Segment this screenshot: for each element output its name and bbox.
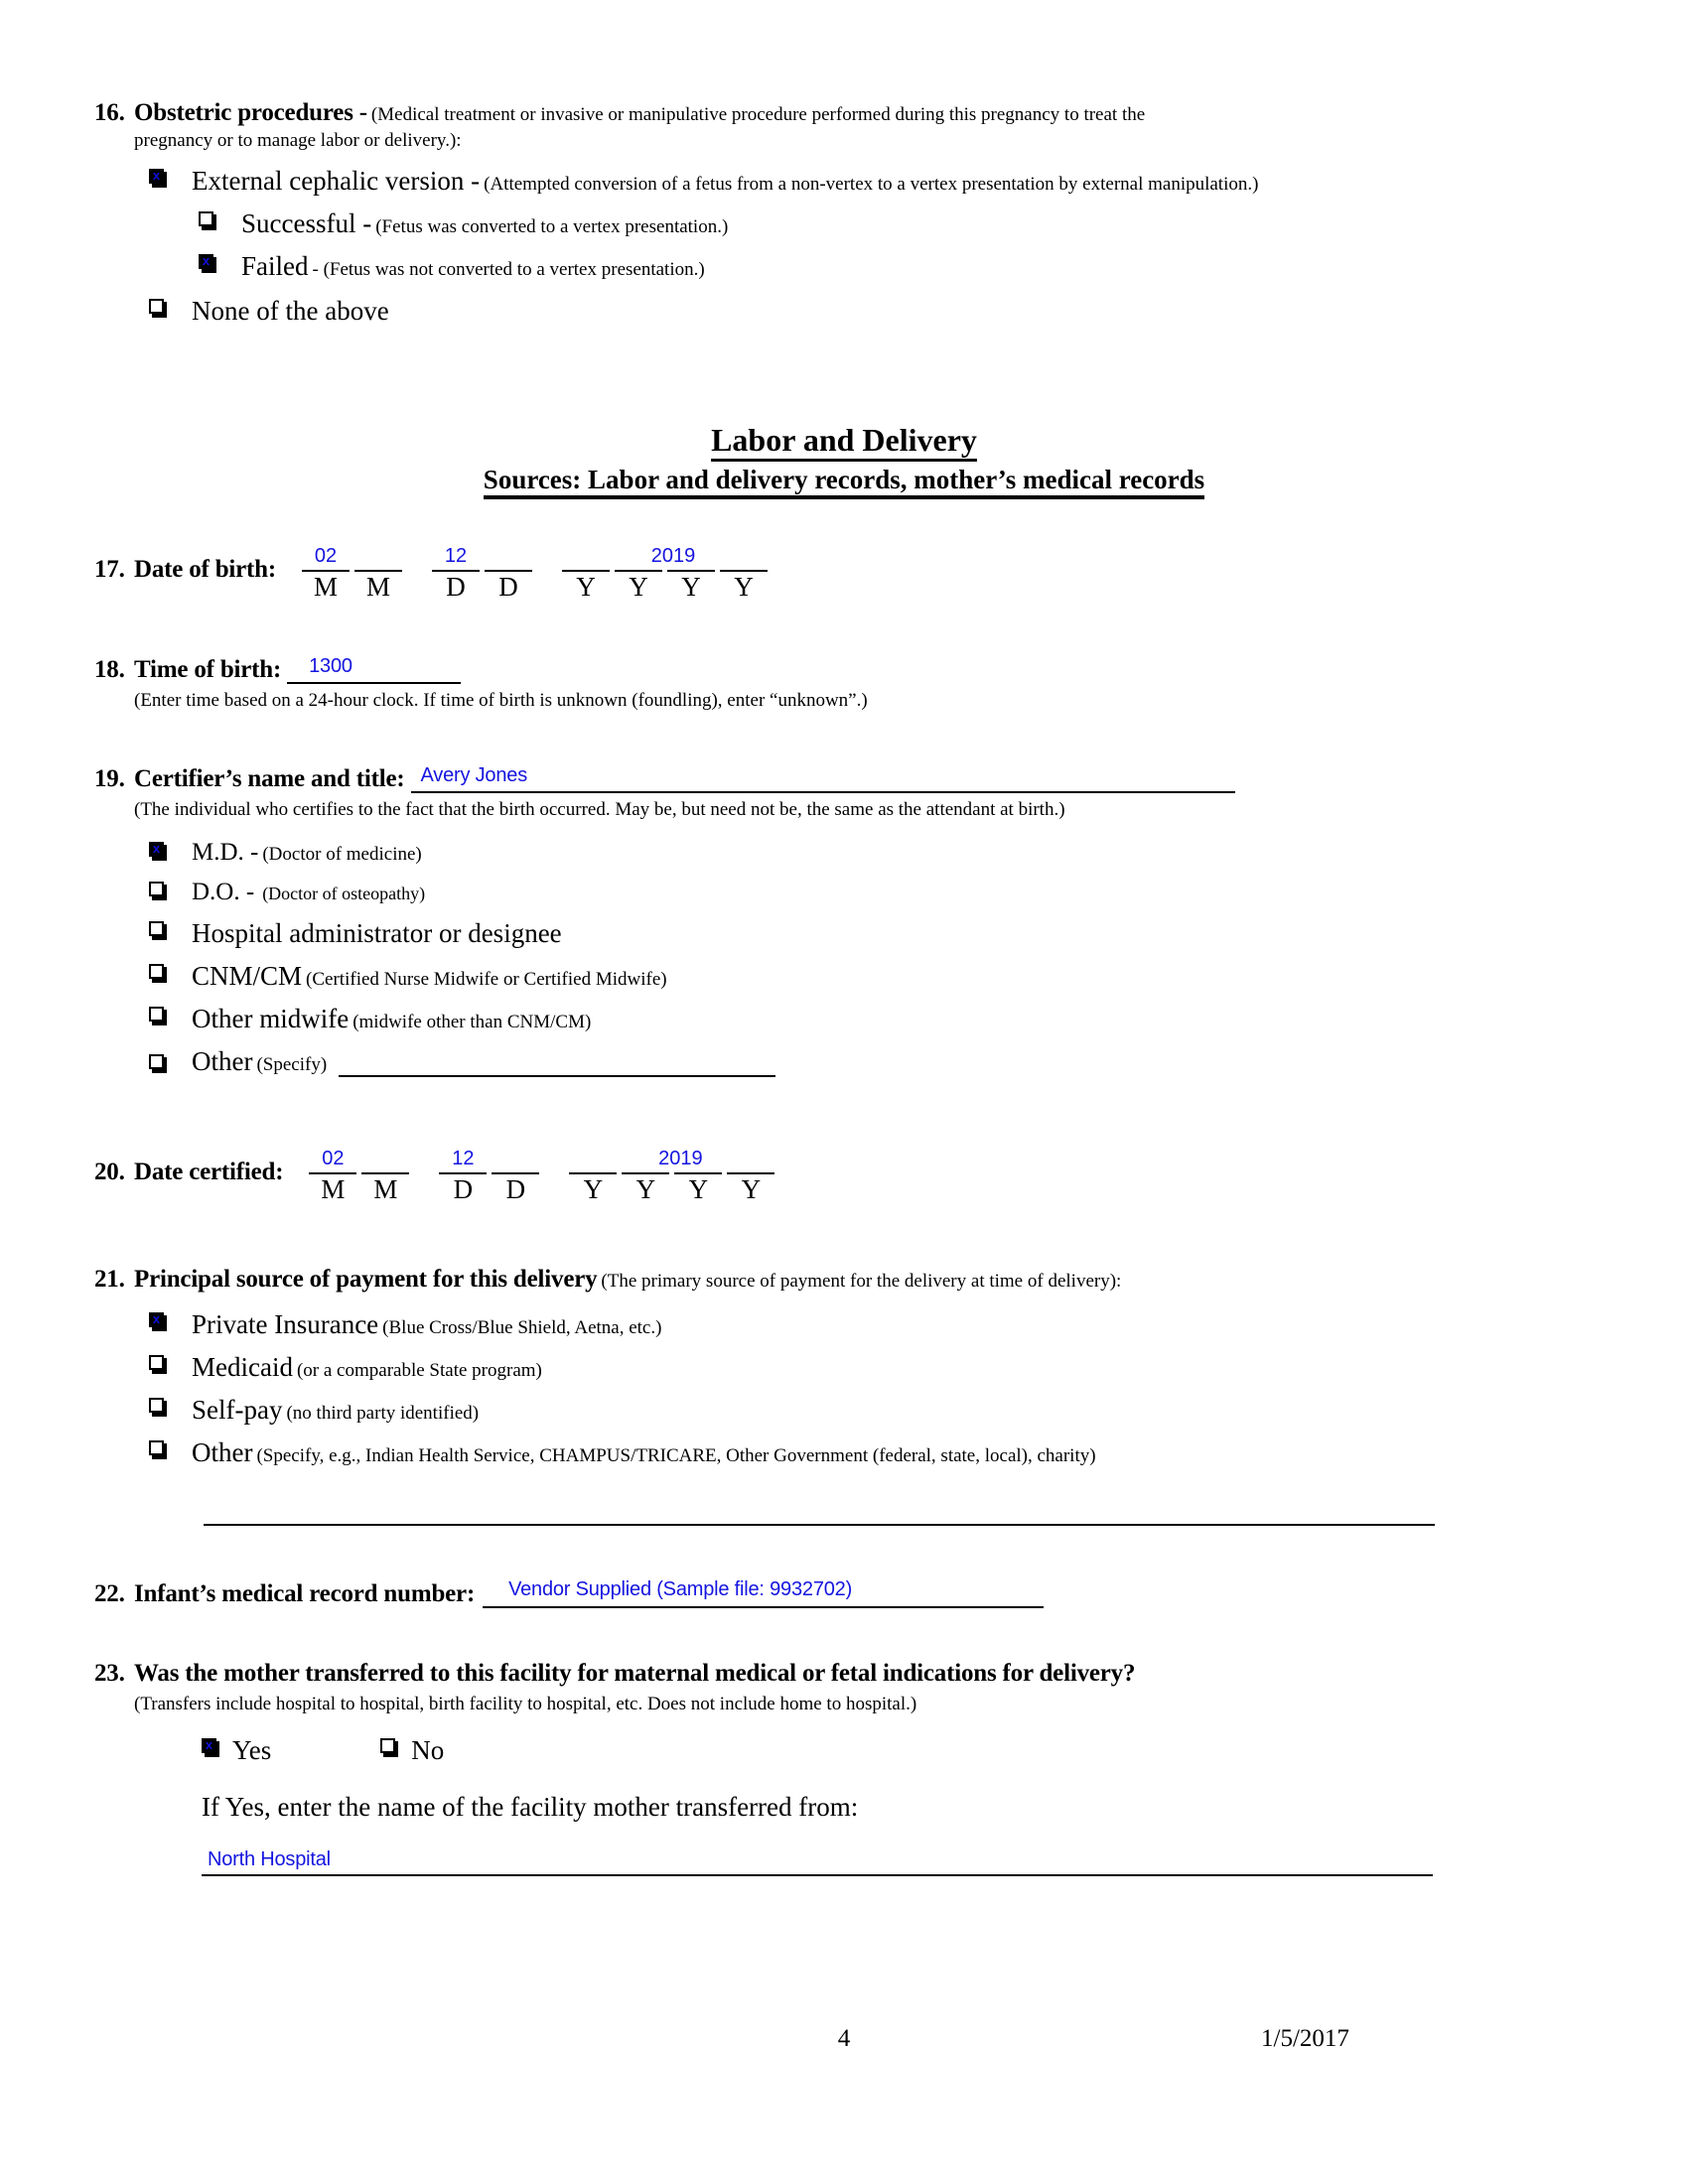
q20-slot-day-2-label: D (505, 1174, 526, 1204)
section-sources-text: Sources: Labor and delivery records, mother’s medical records (484, 465, 1204, 499)
q21-option-medicaid[interactable] (149, 1352, 1564, 1383)
q19-option-5-note: (Specify) (256, 1054, 328, 1075)
q16-option-3-label: None of the above (192, 296, 389, 326)
q19-other-specify-field[interactable] (339, 1051, 775, 1077)
question-19 (94, 764, 1534, 1077)
q19-option-hospital-administrator[interactable] (149, 918, 1534, 949)
q17-slot-month-1-label: M (314, 572, 339, 602)
checkbox-other-payment[interactable] (149, 1440, 166, 1459)
q18-number: 18. (94, 656, 125, 683)
checkbox-successful[interactable] (199, 211, 215, 230)
q18-time-value: 1300 (309, 655, 352, 677)
q20-slot-year-1[interactable] (569, 1147, 617, 1204)
q20-slot-year-2-label: Y (635, 1174, 656, 1204)
checkbox-do[interactable] (149, 882, 166, 900)
q17-slot-year-2[interactable] (615, 544, 696, 602)
q16-option-none-of-the-above[interactable] (149, 296, 1584, 327)
q20-slot-year-3-label: Y (688, 1174, 709, 1204)
q20-slot-year-4[interactable] (727, 1147, 774, 1204)
q17-slot-year-2-value: 2019 (650, 545, 696, 567)
q20-slot-month-1[interactable] (309, 1147, 356, 1204)
section-sources (94, 465, 1594, 495)
q19-option-md[interactable] (149, 839, 1534, 867)
q17-slot-year-3-value (667, 544, 715, 568)
q22-number: 22. (94, 1580, 125, 1607)
q19-option-cnm-cm[interactable] (149, 961, 1534, 992)
q17-slot-month-1[interactable] (302, 544, 350, 602)
q21-option-3-label: Other (192, 1437, 253, 1467)
q23-title: Was the mother transferred to this facility for maternal medical or fetal indications for delivery? (134, 1660, 1136, 1687)
q19-title: Certifier’s name and title: (134, 765, 405, 792)
q19-number: 19. (94, 765, 125, 792)
q21-option-0-note: (Blue Cross/Blue Shield, Aetna, etc.) (382, 1317, 662, 1338)
q21-option-other[interactable] (149, 1437, 1564, 1468)
question-23 (94, 1660, 1564, 1876)
q19-option-1-note: (Doctor of osteopathy) (262, 884, 426, 903)
q20-slot-month-2-value (361, 1147, 409, 1170)
checkbox-cnm-cm[interactable] (149, 964, 166, 983)
q17-number: 17. (94, 556, 125, 583)
q19-option-2-label: Hospital administrator or designee (192, 918, 562, 948)
q20-number: 20. (94, 1159, 125, 1185)
q21-option-1-note: (or a comparable State program) (296, 1360, 542, 1381)
q19-name-field[interactable] (411, 764, 1235, 793)
q16-option-failed[interactable] (199, 251, 1584, 282)
checkbox-transfer-yes[interactable] (202, 1738, 218, 1757)
q21-number: 21. (94, 1266, 125, 1293)
q19-option-0-label: M.D. - (192, 839, 259, 866)
q16-option-0-label: External cephalic version - (192, 166, 481, 196)
q17-slot-month-2-label: M (366, 572, 391, 602)
q17-slot-day-2[interactable] (485, 544, 532, 602)
q20-slot-month-1-label: M (321, 1174, 346, 1204)
q22-record-number-field[interactable] (483, 1578, 1044, 1608)
q17-slot-year-2-label: Y (629, 572, 648, 602)
q20-slot-day-1[interactable] (439, 1147, 487, 1204)
q17-slot-year-4[interactable] (720, 544, 768, 602)
q20-slot-year-4-label: Y (741, 1174, 762, 1204)
q20-slot-day-2[interactable] (492, 1147, 539, 1204)
q17-slot-day-2-value (485, 544, 532, 568)
q21-option-2-note: (no third party identified) (286, 1403, 480, 1424)
checkbox-medicaid[interactable] (149, 1355, 166, 1374)
q18-title: Time of birth: (134, 656, 282, 683)
q21-option-self-pay[interactable] (149, 1395, 1564, 1426)
question-21 (94, 1266, 1564, 1526)
q17-slot-year-1[interactable] (562, 544, 610, 602)
checkbox-other-certifier[interactable] (149, 1054, 166, 1073)
q21-option-1-label: Medicaid (192, 1352, 293, 1382)
q17-slot-month-2[interactable] (354, 544, 402, 602)
q20-slot-year-4-value (727, 1147, 774, 1170)
q20-slot-year-2-value: 2019 (658, 1148, 703, 1169)
q19-option-0-note: (Doctor of medicine) (262, 844, 422, 865)
checkbox-none-of-the-above[interactable] (149, 299, 166, 318)
q23-followup-label: If Yes, enter the name of the facility mother transferred from: (202, 1792, 859, 1822)
section-header (94, 422, 1594, 495)
page-number: 4 (837, 2025, 851, 2052)
q23-number: 23. (94, 1660, 125, 1687)
q23-option-no[interactable] (380, 1735, 444, 1766)
question-18 (94, 655, 1484, 712)
q23-yes-no-group[interactable] (202, 1735, 1564, 1766)
q20-slot-year-3-value (674, 1147, 722, 1170)
q17-slot-year-4-value (720, 544, 768, 568)
checkbox-failed[interactable] (199, 254, 215, 273)
q16-option-2-note: - (Fetus was not converted to a vertex presentation.) (312, 259, 705, 280)
q19-option-1-label: D.O. - (192, 879, 255, 905)
q17-slot-year-3-label: Y (681, 572, 701, 602)
checkbox-other-midwife[interactable] (149, 1007, 166, 1025)
checkbox-mark-icon: x (152, 841, 161, 856)
q21-write-in-value (204, 1502, 1435, 1524)
q23-no-label: No (411, 1735, 445, 1765)
q20-slot-month-1-value: 02 (322, 1148, 345, 1169)
q21-write-in-field[interactable] (204, 1502, 1435, 1526)
q20-slot-month-2[interactable] (361, 1147, 409, 1204)
q21-option-3-note: (Specify, e.g., Indian Health Service, CHAMPUS/TRICARE, Other Government (federal, state, local), charity) (256, 1445, 1096, 1466)
q17-slot-year-4-label: Y (734, 572, 754, 602)
q22-title: Infant’s medical record number: (134, 1580, 476, 1607)
q22-record-number-value: Vendor Supplied (Sample file: 9932702) (508, 1578, 853, 1600)
q17-slot-day-1[interactable] (432, 544, 480, 602)
q20-slot-year-1-label: Y (583, 1174, 604, 1204)
q17-slot-year-3[interactable] (667, 544, 715, 602)
q19-option-5-label: Other (192, 1046, 253, 1076)
checkbox-hospital-administrator[interactable] (149, 921, 166, 940)
q21-option-private-insurance[interactable] (149, 1309, 1564, 1340)
checkbox-private-insurance[interactable] (149, 1312, 166, 1331)
q20-slot-year-3[interactable] (674, 1147, 722, 1204)
q17-slot-day-1-value: 12 (444, 545, 468, 567)
question-16 (94, 99, 1584, 327)
section-title-text: Labor and Delivery (711, 422, 977, 462)
q19-option-do[interactable] (149, 879, 1534, 906)
q19-option-other-midwife[interactable] (149, 1004, 1534, 1034)
q23-facility-field[interactable] (202, 1848, 1433, 1876)
q20-title: Date certified: (134, 1159, 284, 1185)
q20-date-slots[interactable] (309, 1147, 779, 1204)
q19-option-other[interactable] (149, 1046, 1534, 1077)
q20-slot-day-1-label: D (453, 1174, 474, 1204)
footer-date: 1/5/2017 (1261, 2025, 1349, 2052)
q19-option-4-note: (midwife other than CNM/CM) (352, 1012, 592, 1032)
q21-note: (The primary source of payment for the delivery at time of delivery): (601, 1271, 1122, 1292)
q19-option-3-label: CNM/CM (192, 961, 303, 991)
q19-note: (The individual who certifies to the fact that the birth occurred. May be, but need not be, the same as the attendant at birth.) (134, 799, 1065, 820)
q16-option-2-label: Failed (241, 251, 309, 281)
q23-note: (Transfers include hospital to hospital, birth facility to hospital, etc. Does not include home to hospital.) (134, 1694, 917, 1714)
checkbox-md[interactable] (149, 842, 166, 861)
q16-option-0-note: (Attempted conversion of a fetus from a non-vertex to a vertex presentation by external manipulation.) (484, 174, 1259, 195)
q17-date-slots[interactable] (302, 544, 773, 602)
checkbox-mark-icon: x (152, 168, 161, 183)
q17-slot-month-2-value (354, 544, 402, 568)
checkbox-mark-icon: x (202, 253, 211, 268)
q20-slot-year-2[interactable] (622, 1147, 703, 1204)
q21-option-0-label: Private Insurance (192, 1309, 379, 1339)
checkbox-external-cephalic-version[interactable] (149, 169, 166, 188)
q16-title: Obstetric procedures - (134, 99, 367, 126)
question-22 (94, 1578, 1484, 1608)
q19-other-specify-value (339, 1051, 349, 1074)
q19-option-3-note: (Certified Nurse Midwife or Certified Midwife) (306, 969, 667, 990)
question-20 (94, 1147, 779, 1204)
q21-title: Principal source of payment for this delivery (134, 1266, 598, 1293)
q18-note: (Enter time based on a 24-hour clock. If time of birth is unknown (foundling), enter “unknown”.) (134, 690, 868, 711)
q23-option-yes[interactable] (202, 1735, 271, 1766)
checkbox-mark-icon: x (152, 1311, 161, 1326)
q20-slot-day-1-value: 12 (452, 1148, 475, 1169)
checkbox-mark-icon: x (205, 1737, 213, 1752)
q17-slot-year-1-value (562, 544, 610, 568)
q20-slot-day-2-value (492, 1147, 539, 1170)
checkbox-self-pay[interactable] (149, 1398, 166, 1417)
q18-time-field[interactable] (287, 655, 461, 684)
q16-option-external-cephalic-version[interactable] (149, 166, 1584, 197)
q16-option-1-note: (Fetus was converted to a vertex presentation.) (375, 216, 729, 237)
q17-slot-month-1-value: 02 (314, 545, 338, 567)
q23-facility-value: North Hospital (208, 1848, 331, 1870)
q16-number: 16. (94, 99, 125, 126)
section-title (94, 422, 1594, 459)
q16-description: (Medical treatment or invasive or manipulative procedure performed during this pregnancy to treat the (370, 104, 1146, 125)
q16-option-1-label: Successful - (241, 208, 372, 238)
q17-slot-day-1-label: D (446, 572, 466, 602)
checkbox-transfer-no[interactable] (380, 1738, 397, 1757)
q23-yes-label: Yes (232, 1735, 272, 1765)
q17-slot-day-2-label: D (498, 572, 518, 602)
q21-option-2-label: Self-pay (192, 1395, 283, 1425)
q19-name-value: Avery Jones (420, 764, 528, 786)
question-17 (94, 544, 773, 602)
q16-option-successful[interactable] (199, 208, 1584, 239)
q20-slot-month-2-label: M (373, 1174, 398, 1204)
q20-slot-year-1-value (569, 1147, 617, 1170)
q17-title: Date of birth: (134, 556, 277, 583)
q19-option-4-label: Other midwife (192, 1004, 350, 1033)
q17-slot-year-1-label: Y (576, 572, 596, 602)
q16-description-line2: pregnancy or to manage labor or delivery.): (134, 130, 462, 151)
